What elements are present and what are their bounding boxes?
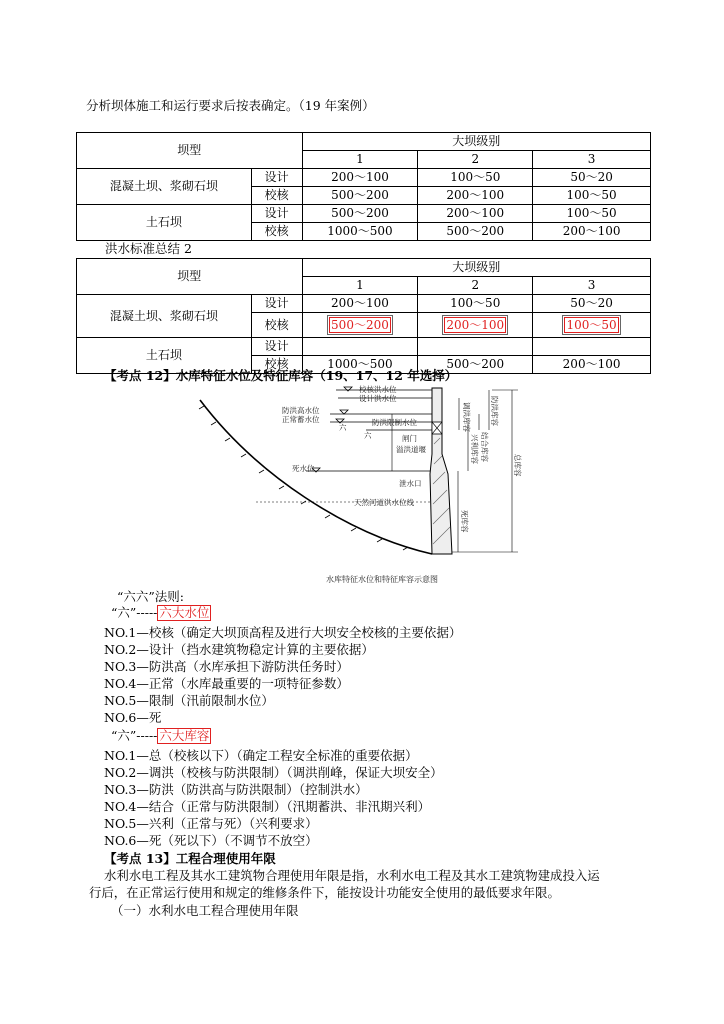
label-gate: 闸门 bbox=[402, 434, 417, 443]
label-design-flood: 设计洪水位 bbox=[359, 394, 397, 403]
label-dead-capacity: 死库容 bbox=[460, 510, 469, 533]
dam-type-cell: 土石坝 bbox=[77, 205, 252, 241]
kind-cell: 设计 bbox=[251, 205, 302, 223]
list-item: NO.5—兴利（正常与死）（兴利要求） bbox=[104, 816, 318, 831]
value-cell: 500～200 bbox=[418, 356, 533, 374]
kp13-title: 【考点 13】工程合理使用年限 bbox=[104, 851, 276, 866]
label-check-flood: 校核洪水位 bbox=[359, 385, 397, 394]
dam-type-cell: 土石坝 bbox=[77, 338, 252, 374]
value-cell: 200～100 bbox=[418, 205, 533, 223]
value-cell: 200～100 bbox=[302, 169, 418, 187]
label-spillway: 溢洪道堰 bbox=[396, 445, 426, 454]
summary-title: 洪水标准总结 2 bbox=[105, 241, 192, 256]
value-cell: 500～200 bbox=[302, 187, 418, 205]
flood-standard-table-2 bbox=[76, 258, 651, 374]
six-levels-tag: 六大水位 bbox=[159, 605, 210, 620]
kind-cell: 校核 bbox=[251, 223, 302, 241]
six-prefix: “六”----- bbox=[111, 728, 158, 743]
dam-type-header: 坝型 bbox=[77, 259, 303, 295]
value-cell: 200～100 bbox=[302, 295, 418, 313]
grade-cell: 1 bbox=[302, 277, 418, 295]
dam-type-cell: 混凝土坝、浆砌石坝 bbox=[77, 295, 252, 338]
list-item: NO.6—死 bbox=[104, 710, 162, 725]
kind-cell: 校核 bbox=[251, 313, 302, 338]
value-cell: 100～50 bbox=[533, 205, 651, 223]
list-item: NO.1—总（校核以下）（确定工程安全标准的重要依据） bbox=[104, 748, 418, 763]
value-cell bbox=[302, 313, 418, 338]
kp13-paragraph-line-1: 水利水电工程及其水工建筑物合理使用年限是指，水利水电工程及其水工建筑物建成投入运 bbox=[104, 868, 600, 883]
dam-type-cell: 混凝土坝、浆砌石坝 bbox=[77, 169, 252, 205]
value-cell: 1000～500 bbox=[302, 356, 418, 374]
value-cell: 200～100 bbox=[533, 356, 651, 374]
list-item: NO.5—限制（汛前限制水位） bbox=[104, 693, 274, 708]
grade-cell: 2 bbox=[418, 151, 533, 169]
list-item: NO.6—死（死以下）（不调节不放空） bbox=[104, 833, 318, 848]
list-item: NO.3—防洪（防洪高与防洪限制）（控制洪水） bbox=[104, 782, 368, 797]
table-row bbox=[77, 338, 651, 356]
six-levels-header bbox=[111, 605, 211, 621]
value-cell: 500～200 bbox=[418, 223, 533, 241]
label-outlet: 泄水口 bbox=[399, 479, 422, 488]
list-item: NO.4—正常（水库最重要的一项特征参数） bbox=[104, 676, 349, 691]
value-cell bbox=[533, 313, 651, 338]
flood-standard-table-1 bbox=[76, 132, 651, 241]
six-capacities-header bbox=[111, 728, 211, 744]
list-item: NO.2—设计（挡水建筑物稳定计算的主要依据） bbox=[104, 642, 374, 657]
label-six-left: 六 bbox=[364, 431, 372, 440]
value-cell: 500～200 bbox=[302, 205, 418, 223]
reservoir-diagram bbox=[196, 384, 532, 588]
label-flood-limit: 防洪限制水位 bbox=[372, 418, 417, 427]
label-natural: 天然河道洪水位线 bbox=[354, 498, 414, 507]
grade-cell: 3 bbox=[533, 277, 651, 295]
kp13-subheading: （一）水利水电工程合理使用年限 bbox=[111, 903, 299, 918]
value-cell bbox=[418, 313, 533, 338]
value-cell bbox=[533, 338, 651, 356]
label-flood-prot: 防洪库容 bbox=[490, 396, 499, 426]
grade-header: 大坝级别 bbox=[302, 259, 650, 277]
label-six: 六 bbox=[339, 423, 347, 432]
label-flood-high: 防洪高水位 bbox=[282, 406, 320, 415]
value-cell bbox=[302, 338, 418, 356]
intro-text: 分析坝体施工和运行要求后按表确定。（19 年案例） bbox=[86, 98, 375, 113]
value-cell: 200～100 bbox=[533, 223, 651, 241]
label-dead: 死水位 bbox=[292, 464, 315, 473]
table-row bbox=[77, 295, 651, 313]
dam-type-header: 坝型 bbox=[77, 133, 303, 169]
value-cell: 50～20 bbox=[533, 295, 651, 313]
rule-title: “六六”法则: bbox=[117, 589, 184, 604]
highlighted-value: 500～200 bbox=[331, 318, 389, 332]
value-cell: 100～50 bbox=[533, 187, 651, 205]
label-total: 总库容 bbox=[513, 454, 522, 477]
kind-cell: 校核 bbox=[251, 356, 302, 374]
kind-cell: 校核 bbox=[251, 187, 302, 205]
list-item: NO.3—防洪高（水库承担下游防洪任务时） bbox=[104, 659, 349, 674]
label-benefit: 兴利库容 bbox=[470, 434, 479, 464]
label-normal: 正常蓄水位 bbox=[282, 415, 320, 424]
list-item: NO.4—结合（正常与防洪限制）（汛期蓄洪、非汛期兴利） bbox=[104, 799, 431, 814]
highlighted-value: 100～50 bbox=[566, 318, 617, 332]
table-row bbox=[77, 205, 651, 223]
value-cell: 50～20 bbox=[533, 169, 651, 187]
kind-cell: 设计 bbox=[251, 338, 302, 356]
kp12-title: 【考点 12】水库特征水位及特征库容（19、17、12 年选择） bbox=[104, 368, 458, 383]
table-row bbox=[77, 169, 651, 187]
highlighted-value: 200～100 bbox=[446, 318, 505, 332]
six-capacities-tag: 六大库容 bbox=[159, 728, 210, 743]
kind-cell: 设计 bbox=[251, 169, 302, 187]
six-prefix: “六”----- bbox=[111, 605, 158, 620]
value-cell bbox=[418, 338, 533, 356]
label-shared: 结合库容 bbox=[480, 432, 489, 462]
list-item: NO.1—校核（确定大坝顶高程及进行大坝安全校核的主要依据） bbox=[104, 625, 462, 640]
kp13-paragraph-line-2: 行后，在正常运行使用和规定的维修条件下，能按设计功能安全使用的最低要求年限。 bbox=[89, 885, 560, 900]
value-cell: 200～100 bbox=[418, 187, 533, 205]
value-cell: 100～50 bbox=[418, 169, 533, 187]
kind-cell: 设计 bbox=[251, 295, 302, 313]
grade-cell: 2 bbox=[418, 277, 533, 295]
grade-cell: 1 bbox=[302, 151, 418, 169]
value-cell: 1000～500 bbox=[302, 223, 418, 241]
grade-header: 大坝级别 bbox=[302, 133, 650, 151]
grade-cell: 3 bbox=[533, 151, 651, 169]
list-item: NO.2—调洪（校核与防洪限制）（调洪削峰，保证大坝安全） bbox=[104, 765, 443, 780]
value-cell: 100～50 bbox=[418, 295, 533, 313]
label-flood-ctrl: 调洪库容 bbox=[462, 402, 471, 432]
dam-body bbox=[430, 388, 452, 554]
figure-caption: 水库特征水位和特征库容示意图 bbox=[326, 575, 438, 584]
